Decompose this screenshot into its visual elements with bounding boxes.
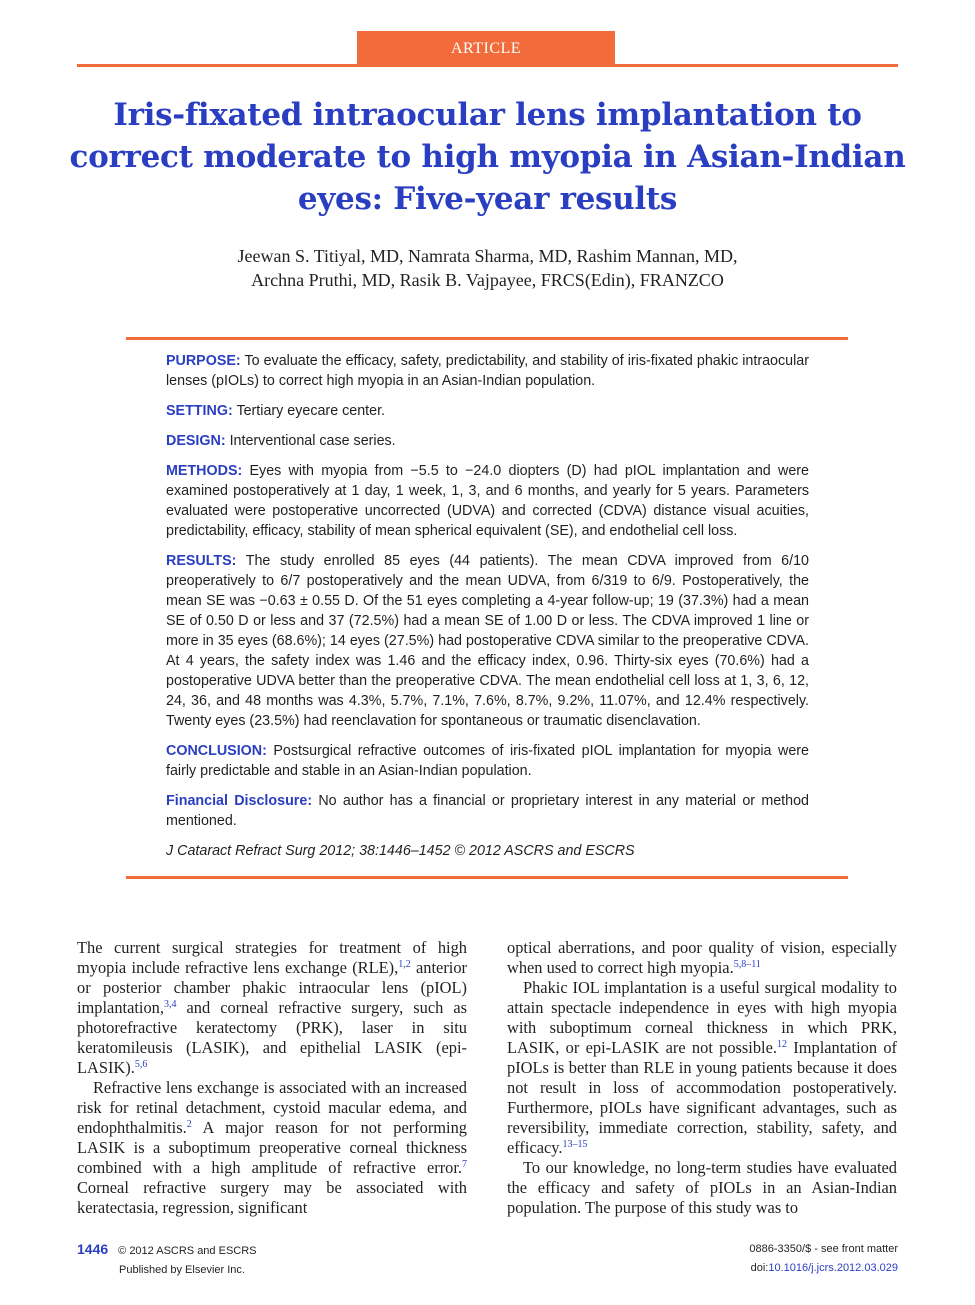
purpose-label: PURPOSE:: [166, 353, 241, 369]
reference-link[interactable]: 12: [777, 1039, 787, 1050]
footer-publisher: Published by Elsevier Inc.: [119, 1264, 245, 1276]
body-text: Corneal refractive surgery may be associated with keratectasia, regression, significant: [77, 1178, 467, 1217]
body-text: The current surgical strategies for treatment of high myopia include refractive lens exchange (RLE),: [77, 938, 467, 977]
body-text: optical aberrations, and poor quality of vision, especially when used to correct high myopia.: [507, 938, 897, 977]
setting-label: SETTING:: [166, 403, 233, 419]
body-text: Refractive lens exchange is associated with an increased risk for retinal detachment, cystoid macular edema, and endophthalmitis.: [77, 1078, 467, 1137]
footer-issn: 0886-3350/$ - see front matter: [749, 1243, 898, 1255]
header-rule: [77, 64, 898, 67]
doi-prefix: doi:: [750, 1262, 769, 1274]
abstract-results: [166, 551, 809, 731]
disclosure-text: No author has a financial or proprietary interest in any material or method mentioned.: [166, 793, 810, 829]
reference-link[interactable]: 5,8–11: [733, 959, 761, 970]
body-paragraph: [77, 1078, 467, 1218]
reference-link[interactable]: 2: [186, 1119, 192, 1130]
body-text: Phakic IOL implantation is a useful surgical modality to attain spectacle independence in eyes with high myopia with suboptimum corneal thickness in which PRK, LASIK, or epi-LASIK are not possible.: [507, 978, 897, 1057]
conclusion-text: Postsurgical refractive outcomes of iris-fixated pIOL implantation for myopia were fairly predictable and stable in an Asian-Indian population.: [166, 743, 809, 779]
article-section-tag: ARTICLE: [357, 31, 615, 66]
authors-line-2: Archna Pruthi, MD, Rasik B. Vajpayee, FRCS(Edin), FRANZCO: [251, 270, 724, 290]
disclosure-label: Financial Disclosure:: [166, 793, 313, 809]
abstract-bottom-rule: [126, 876, 848, 879]
body-text: Implantation of pIOLs is better than RLE in young patients because it does not result in loss of accommodation postoperatively. Furthermore, pIOLs have significant advantages, such as reversibility, immediate correction, stability, safety, and efficacy.: [507, 1038, 897, 1157]
abstract-conclusion: [166, 741, 809, 781]
abstract-methods: [166, 461, 809, 541]
reference-link[interactable]: 5,6: [134, 1059, 148, 1070]
article-title: Iris-fixated intraocular lens implantation to correct moderate to high myopia in Asian-Indian eyes: Five-year results: [69, 97, 906, 217]
abstract-purpose: [166, 351, 809, 391]
footer-right: [749, 1240, 898, 1278]
abstract-top-rule: [126, 337, 848, 340]
body-text: anterior or posterior chamber phakic intraocular lens (pIOL) implantation,: [77, 958, 467, 1017]
body-text: A major reason for not performing LASIK is a suboptimum preoperative corneal thickness combined with a high amplitude of refractive error.: [77, 1118, 467, 1177]
reference-link[interactable]: 1,2: [398, 959, 411, 970]
reference-link[interactable]: 7: [462, 1159, 467, 1170]
body-column-left: [77, 938, 467, 1218]
authors-line-1: Jeewan S. Titiyal, MD, Namrata Sharma, MD, Rashim Mannan, MD,: [237, 246, 738, 266]
body-paragraph: [507, 938, 897, 978]
doi-link[interactable]: 10.1016/j.jcrs.2012.03.029: [768, 1262, 898, 1274]
body-paragraph: [507, 1158, 897, 1218]
design-text: Interventional case series.: [229, 433, 396, 449]
abstract-setting: [166, 401, 809, 421]
purpose-text: To evaluate the efficacy, safety, predictability, and stability of iris-fixated phakic intraocular lenses (pIOLs) to correct high myopia in an Asian-Indian population.: [166, 353, 810, 389]
body-text: To our knowledge, no long-term studies have evaluated the efficacy and safety of pIOLs in an Asian-Indian population. The purpose of this study was to: [507, 1158, 897, 1217]
reference-link[interactable]: 13–15: [562, 1139, 588, 1150]
footer-doi-line: [749, 1259, 898, 1278]
body-column-right: [507, 938, 897, 1218]
abstract-disclosure: [166, 791, 809, 831]
results-text: The study enrolled 85 eyes (44 patients). The mean CDVA improved from 6/10 preoperatively to 6/7 postoperatively and the mean UDVA, from 6/319 to 6/9. Postoperatively, the mean SE was −0.63 ± 0.55 D. Of the 51 eyes completing a 4-year follow-up; 19 (37.3%) had a mean SE of 0.50 D or less and 37 (72.5%) had a mean SE of 1.00 D or less. The CDVA improved 1 line or more in 35 eyes (68.6%); 14 eyes (27.5%) had postoperative CDVA similar to the preoperative CDVA. At 4 years, the safety index was 1.46 and the efficacy index, 0.96. Thirty-six eyes (70.6%) had a postoperative UDVA better than the preoperative CDVA. The mean endothelial cell loss at 1, 3, 6, 12, 24, 36, and 48 months was 4.3%, 5.7%, 7.1%, 7.6%, 8.7%, 9.2%, 11.07%, and 12.4% respectively. Twenty eyes (23.5%) had reenclavation for spontaneous or traumatic disenclavation.: [166, 553, 809, 729]
methods-label: METHODS:: [166, 463, 243, 479]
body-paragraph: [507, 978, 897, 1158]
methods-text: Eyes with myopia from −5.5 to −24.0 diopters (D) had pIOL implantation and were examined postoperatively at 1 day, 1 week, 1, 3, and 6 months, and yearly for 5 years. Parameters evaluated were postoperative uncorrected (UDVA) and corrected (CDVA) distance visual acuities, predictability, efficacy, stability of mean spherical equivalent (SE), and endothelial cell loss.: [166, 463, 809, 539]
setting-text: Tertiary eyecare center.: [236, 403, 386, 419]
journal-citation: J Cataract Refract Surg 2012; 38:1446–1452 © 2012 ASCRS and ESCRS: [166, 843, 635, 859]
results-label: RESULTS:: [166, 553, 237, 569]
author-list: [100, 244, 875, 292]
conclusion-label: CONCLUSION:: [166, 743, 267, 759]
abstract: [166, 351, 809, 871]
body-text: and corneal refractive surgery, such as photorefractive keratectomy (PRK), laser in situ keratomileusis (LASIK), and epithelial LASIK (epi-LASIK).: [77, 998, 467, 1077]
design-label: DESIGN:: [166, 433, 226, 449]
body-paragraph: [77, 938, 467, 1078]
footer-left: [77, 1240, 257, 1280]
page-number: 1446: [77, 1241, 109, 1257]
footer-copyright: © 2012 ASCRS and ESCRS: [118, 1245, 257, 1257]
reference-link[interactable]: 3,4: [163, 999, 177, 1010]
abstract-design: [166, 431, 809, 451]
